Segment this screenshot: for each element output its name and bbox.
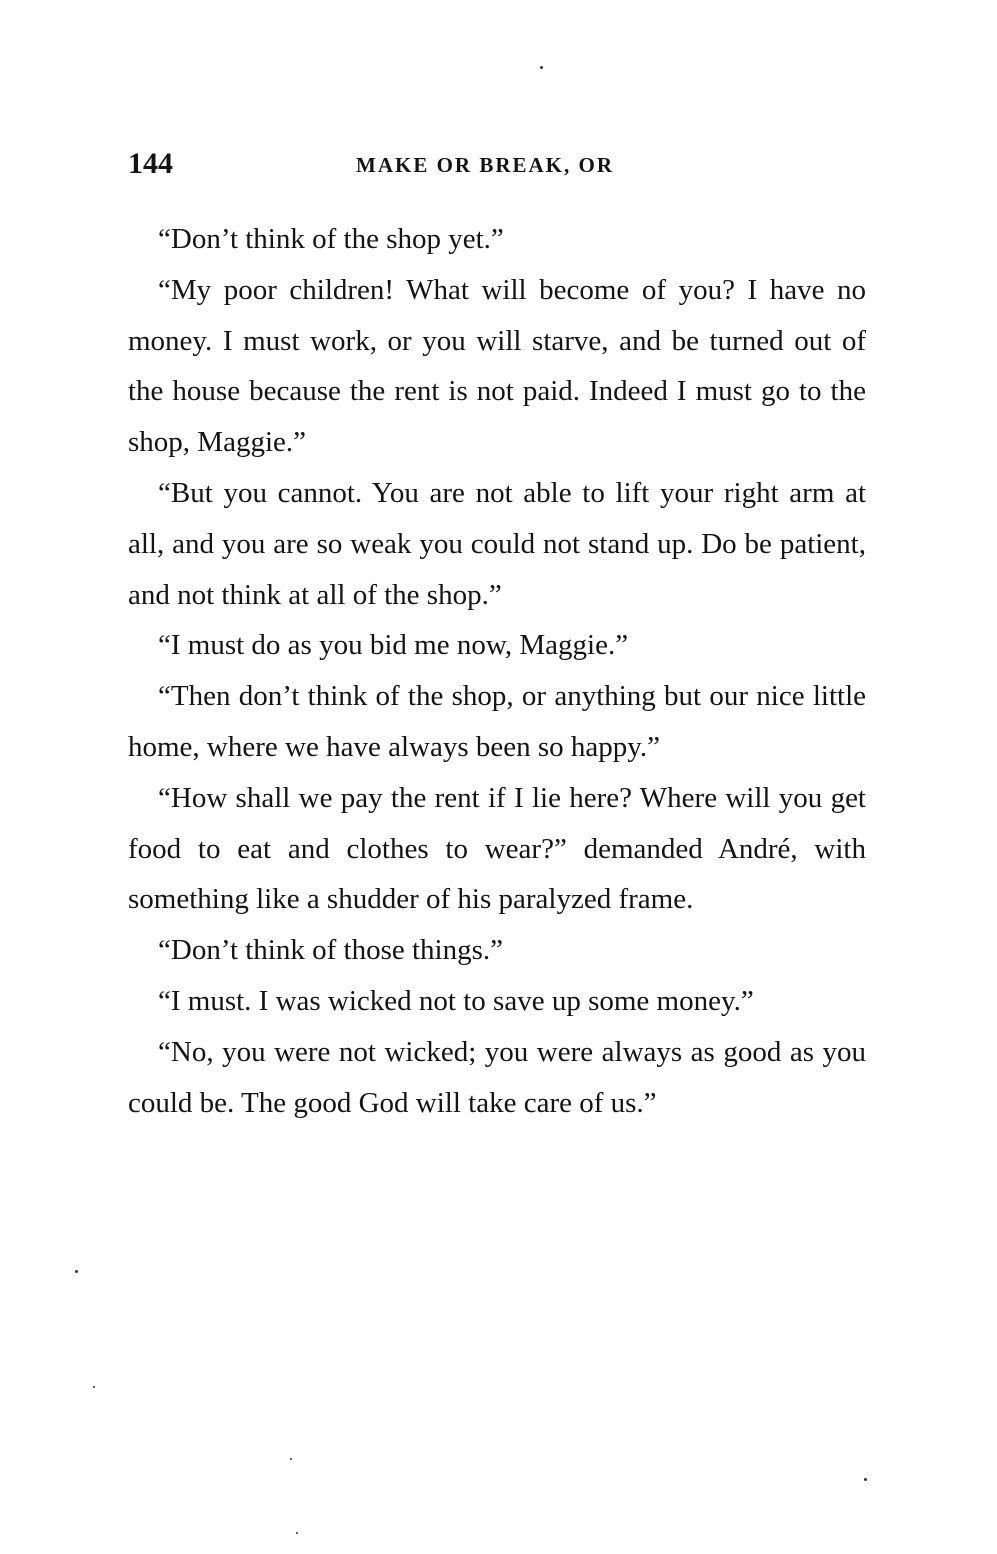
body-text	[128, 214, 866, 1128]
print-speck	[296, 1532, 298, 1534]
paragraph: “Don’t think of the shop yet.”	[158, 223, 504, 255]
page-number: 144	[128, 147, 173, 180]
paragraph: “No, you were not wicked; you were always as good as you could be. The good God will take care of us.”	[128, 1035, 866, 1119]
paragraph: “But you cannot. You are not able to lift your right arm at all, and you are so weak you could not stand up. Do be patient, and not think at all of the shop.”	[128, 476, 866, 611]
paragraph: “I must. I was wicked not to save up some money.”	[158, 984, 754, 1017]
running-head	[128, 146, 866, 182]
print-speck	[864, 1478, 867, 1481]
print-speck	[75, 1270, 78, 1273]
print-speck	[290, 1458, 292, 1460]
paragraph: “How shall we pay the rent if I lie here? Where will you get food to eat and clothes to wear?” demanded André, with something like a shudder of his paralyzed frame.	[128, 781, 866, 916]
paragraph: “I must do as you bid me now, Maggie.”	[158, 629, 629, 662]
print-speck	[540, 66, 543, 69]
running-title: MAKE OR BREAK, OR	[356, 153, 615, 177]
paragraph: “Then don’t think of the shop, or anything but our nice little home, where we have always been so happy.”	[128, 680, 866, 763]
paragraph: “My poor children! What will become of you? I have no money. I must work, or you will starve, and be turned out of the house because the rent is not paid. Indeed I must go to the shop, Maggie.”	[128, 273, 866, 459]
paragraph: “Don’t think of those things.”	[158, 934, 504, 967]
print-speck	[93, 1386, 95, 1388]
